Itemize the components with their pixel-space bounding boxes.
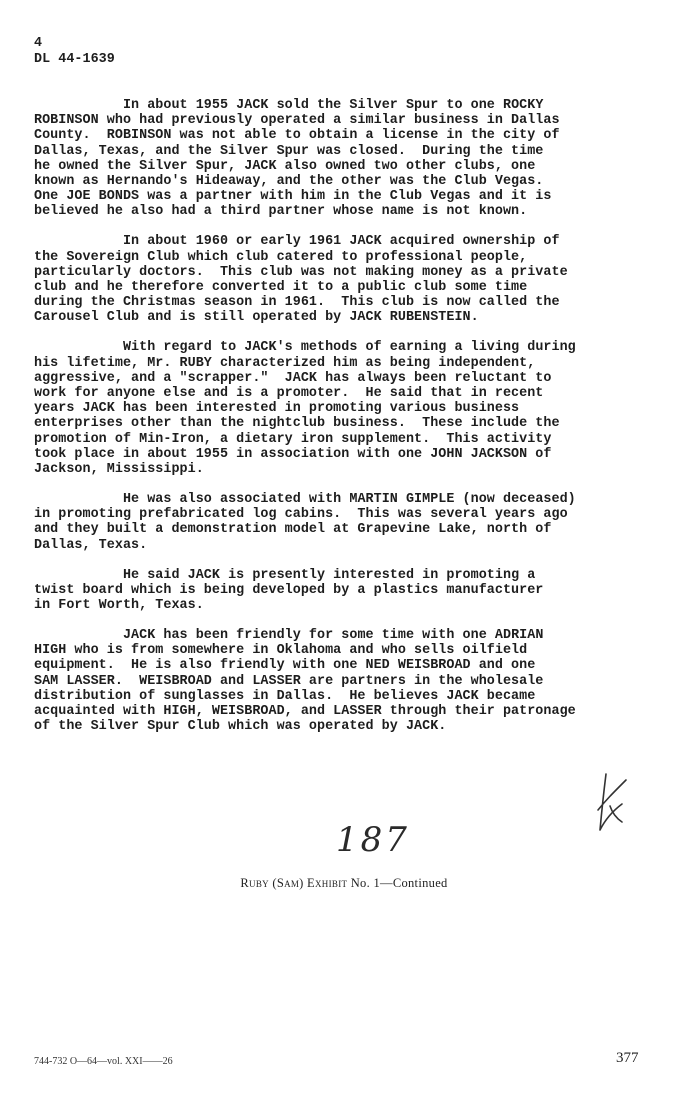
exhibit-suffix: —Continued	[380, 876, 448, 890]
body-text	[34, 98, 642, 749]
exhibit-name: Ruby (Sam) Exhibit	[240, 876, 348, 890]
file-number: DL 44-1639	[34, 52, 115, 67]
paragraph-6: JACK has been friendly for some time with one ADRIAN HIGH who is from somewhere in Oklahoma and who sells oilfield equipment. He is also friendly with one NED WEISBROAD and one SAM LASSER. WEISBROAD and LASSER are partners in the wholesale distribution of sunglasses in Dallas. He believes JACK became acquainted with HIGH, WEISBROAD, and LASSER through their patronage of the Silver Spur Club which was operated by JACK.	[34, 628, 576, 735]
footer-page-number: 377	[616, 1050, 639, 1066]
paragraph-1: In about 1955 JACK sold the Silver Spur to one ROCKY ROBINSON who had previously operated a similar business in Dallas County. ROBINSON was not able to obtain a license in the city of Dallas, Texas, and the Silver Spur was closed. During the time he owned the Silver Spur, JACK also owned two other clubs, one known as Hernando's Hideaway, and the other was the Club Vegas. One JOE BONDS was a partner with him in the Club Vegas and it is believed he also had a third partner whose name is not known.	[34, 98, 560, 220]
paragraph-4: He was also associated with MARTIN GIMPLE (now deceased) in promoting prefabricated log cabins. This was several years ago and they built a demonstration model at Grapevine Lake, north of Dallas, Texas.	[34, 492, 576, 553]
paragraph-2: In about 1960 or early 1961 JACK acquired ownership of the Sovereign Club which club catered to professional people, particularly doctors. This club was not making money as a private club and he therefore converted it to a public club some time during the Christmas season in 1961. This club is now called the Carousel Club and is still operated by JACK RUBENSTEIN.	[34, 234, 568, 326]
print-code: 744-732 O—64—vol. XXI——26	[34, 1056, 173, 1067]
paragraph-3: With regard to JACK's methods of earning a living during his lifetime, Mr. RUBY characterized him as being independent, aggressive, and a "scrapper." JACK has always been reluctant to work for anyone else and is a promoter. He said that in recent years JACK has been interested in promoting various business enterprises other than the nightclub business. These include the promotion of Min-Iron, a dietary iron supplement. This activity took place in about 1955 in association with one JOHN JACKSON of Jackson, Mississippi.	[34, 340, 576, 478]
handwritten-initials-mark	[592, 770, 632, 840]
exhibit-caption	[0, 876, 688, 891]
exhibit-number: No. 1	[350, 876, 381, 890]
paragraph-5: He said JACK is presently interested in promoting a twist board which is being developed by a plastics manufacturer in Fort Worth, Texas.	[34, 567, 544, 614]
handwritten-page-number: 187	[336, 820, 410, 860]
page-number: 4	[34, 36, 43, 51]
